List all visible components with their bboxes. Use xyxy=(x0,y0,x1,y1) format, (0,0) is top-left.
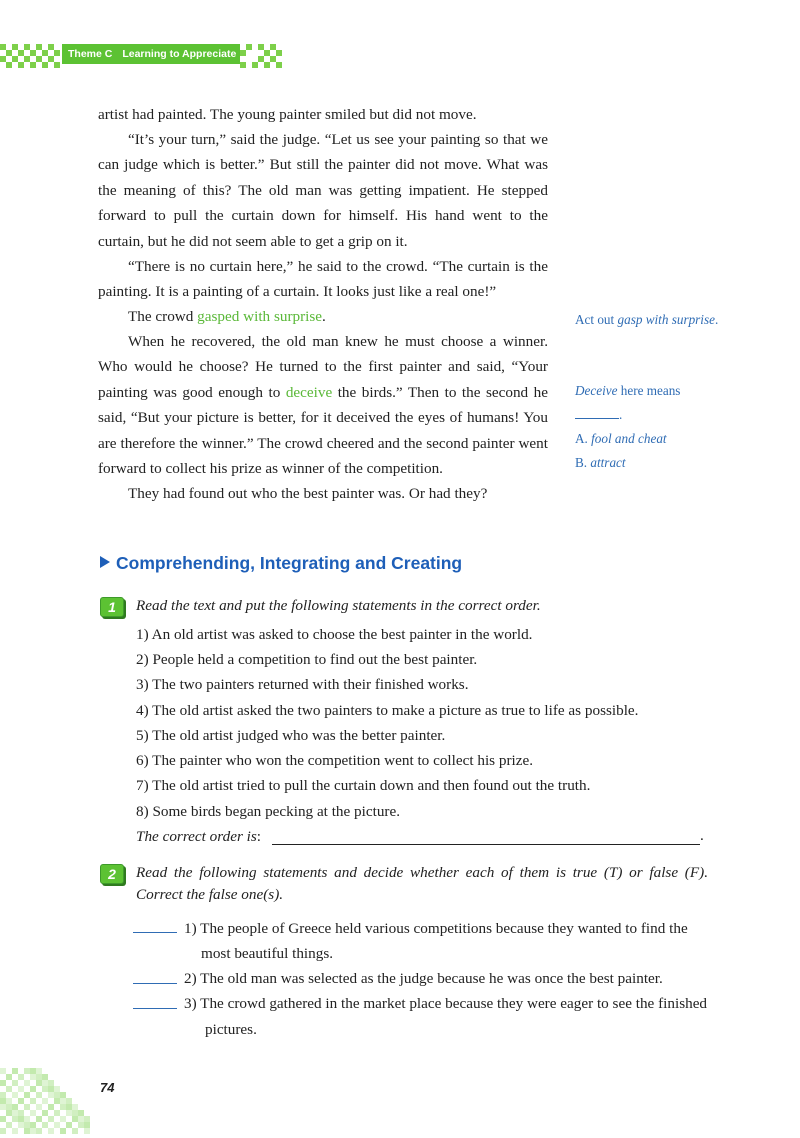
header-theme: Theme C xyxy=(68,48,113,60)
tf-answer-blank-2[interactable] xyxy=(133,983,177,984)
ex1-item: 3) The two painters returned with their finished works. xyxy=(136,676,469,693)
highlight-deceive: deceive xyxy=(285,383,333,401)
triangle-icon xyxy=(100,556,110,568)
story-paragraph-5 xyxy=(98,329,548,481)
ex1-item: 8) Some birds began pecking at the picture. xyxy=(136,803,401,820)
story-paragraph-2: “It’s your turn,” said the judge. “Let us see your painting so that we can judge which is better.” But still the painter did not move. What was the meaning of this? The old man was getting impatient. He stepped forward to pull the curtain down for himself. His hand went to the curtain, but he did not seem able to get a grip on it. xyxy=(98,131,548,250)
story-paragraph-3: “There is no curtain here,” he said to the crowd. “The curtain is the painting. It is a painting of a curtain. It looks just like a real one!” xyxy=(98,258,548,301)
tf-statement-3-line1: 3) The crowd gathered in the market place because they were eager to see the finished xyxy=(184,995,708,1012)
ex1-item: 1) An old artist was asked to choose the best painter in the world. xyxy=(136,626,533,643)
note2-end: . xyxy=(619,407,623,422)
note1-suffix: . xyxy=(714,312,719,327)
tf-answer-blank-3[interactable] xyxy=(133,1008,177,1009)
side-note-deceive xyxy=(575,379,725,427)
option-b-label: B. xyxy=(575,455,591,470)
tf-statement-1-line1: 1) The people of Greece held various competitions because they wanted to find the xyxy=(184,920,688,937)
option-a-text: fool and cheat xyxy=(591,431,667,446)
tf-statement-1-line2: most beautiful things. xyxy=(201,945,334,962)
header-unit-title: Learning to Appreciate xyxy=(122,48,237,60)
option-b-text: attract xyxy=(590,455,626,470)
footer-pixel-decoration xyxy=(0,1068,96,1138)
tf-statement-2: 2) The old man was selected as the judge because he was once the best painter. xyxy=(184,970,663,987)
note2-blank[interactable] xyxy=(575,405,619,419)
exercise-2-badge: 2 xyxy=(100,864,124,884)
tf-answer-blank-1[interactable] xyxy=(133,932,177,933)
ex1-item: 2) People held a competition to find out the best painter. xyxy=(136,651,478,668)
answer-end-period: . xyxy=(700,827,704,844)
note1-prefix: Act out xyxy=(575,312,618,327)
p4-end: . xyxy=(322,308,326,325)
ex1-item: 6) The painter who won the competition went to collect his prize. xyxy=(136,752,534,769)
highlight-gasped-with-surprise: gasped with surprise xyxy=(197,308,323,325)
side-note-act-out xyxy=(575,308,725,332)
note2-italic: Deceive xyxy=(575,383,618,398)
tf-statement-3-line2: pictures. xyxy=(205,1021,257,1038)
side-note-option-a xyxy=(575,427,725,451)
section-heading xyxy=(100,553,462,574)
exercise-1-instruction: Read the text and put the following statements in the correct order. xyxy=(136,597,541,614)
option-a-label: A. xyxy=(575,431,592,446)
p5-text-end: the birds.” Then to the second he said, “But your picture is better, for it deceived the eyes of humans! You are therefore the winner.” The crowd cheered and the second painter went forward to collect his prize as winner of the competition. xyxy=(98,383,548,478)
side-note-option-b xyxy=(575,451,725,475)
answer-colon: : xyxy=(256,828,262,845)
story-paragraph-4 xyxy=(98,304,548,329)
exercise-2-instruction: Read the following statements and decide whether each of them is true (T) or false (F). Correct the false one(s). xyxy=(136,864,708,903)
section-title: Comprehending, Integrating and Creating xyxy=(116,553,463,573)
story-paragraph-1: artist had painted. The young painter smiled but did not move. xyxy=(98,106,477,123)
answer-label xyxy=(136,826,261,848)
note1-italic: gasp with surprise xyxy=(617,312,715,327)
note2-rest: here means xyxy=(617,383,681,398)
story-paragraph-6: They had found out who the best painter was. Or had they? xyxy=(128,485,488,502)
answer-label-text: The correct order is xyxy=(136,828,257,845)
p4-text: The crowd xyxy=(128,308,198,325)
ex1-item: 4) The old artist asked the two painters to make a picture as true to life as possible. xyxy=(136,702,639,719)
header-title xyxy=(68,46,236,62)
ex1-item: 5) The old artist judged who was the better painter. xyxy=(136,727,446,744)
ex1-item: 7) The old artist tried to pull the curtain down and then found out the truth. xyxy=(136,777,591,794)
p5-text: When he recovered, the old man knew he must choose a winner. Who would he choose? He turned to the first painter and said, “Your painting was good enough to xyxy=(98,333,548,401)
exercise-1-badge: 1 xyxy=(100,597,124,617)
correct-order-answer-line[interactable] xyxy=(272,844,700,845)
page-number: 74 xyxy=(100,1080,115,1095)
